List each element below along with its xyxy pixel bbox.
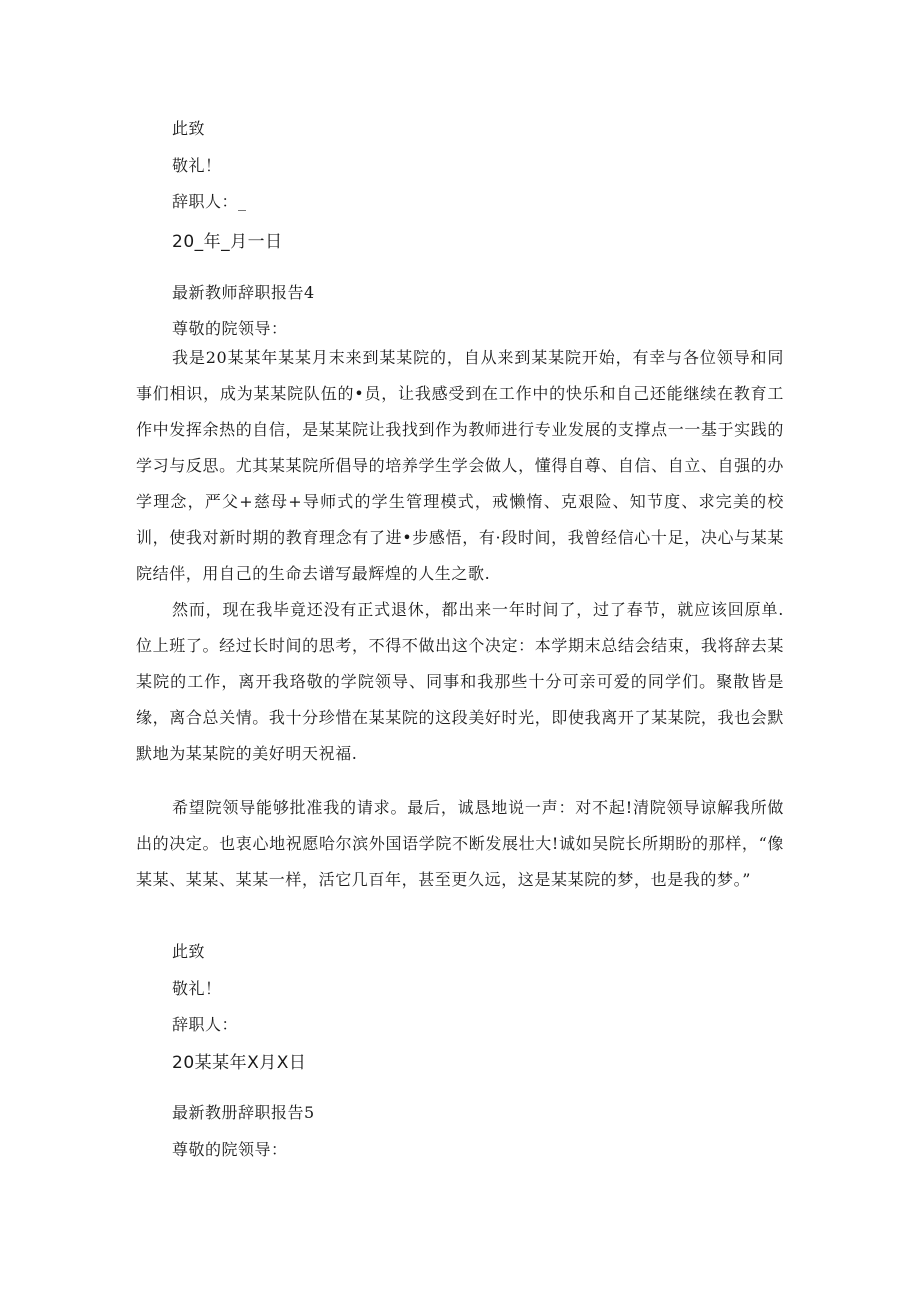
report-4-title: 最新教师辞职报告4	[172, 283, 315, 302]
report-4-greeting: 尊敬的院领导：	[172, 319, 288, 338]
closing-text: 此致	[172, 119, 206, 138]
salute-text: 敬礼！	[172, 156, 222, 175]
report-4-paragraph-1: 我是20某某年某某月末来到某某院的，自从来到某某院开始，有幸与各位领导和同事们相识，成为某某院队伍的•员，让我感受到在工作中的快乐和自己还能继续在教育工作中发挥余热的自信，是某某院让我找到作为教师进行专业发展的支撑点一一基于实践的学习与反思。尤其某某院所倡导的培养学生学会做人，懂得自尊、自信、自立、自强的办学理念，严父+慈母+导师式的学生管理模式，戒懒惰、克艰险、知节度、求完美的校训，使我对新时期的教育理念有了进•步感悟，有·段时间，我曾经信心十足，决心与某某院结伴，用自己的生命去谱写最辉煌的人生之歌.	[136, 348, 784, 583]
report-4-paragraph-2: 然而，现在我毕竟还没有正式退休，都出来一年时间了，过了春节，就应该回原单.位上班了。经过长时间的思考，不得不做出这个决定：本学期末总结会结束，我将辞去某某院的工作，离开我珞敬的学院领导、同事和我那些十分可亲可爱的同学们。聚散皆是缘，离合总关情。我十分珍惜在某某院的这段美好时光，即使我离开了某某院，我也会默默地为某某院的美好明天祝福.	[136, 600, 784, 763]
report-4-salute: 敬礼！	[172, 979, 222, 998]
report-5-title: 最新教册辞职报告5	[172, 1103, 315, 1122]
report-4-signer: 辞职人：	[172, 1015, 239, 1034]
date-line: 20_年_月一日	[172, 232, 283, 252]
report-4-date: 20某某年X月X日	[172, 1053, 307, 1073]
report-4-paragraph-3: 希望院领导能够批准我的请求。最后，诚恳地说一声：对不起!清院领导谅解我所做出的决定。也衷心地祝愿哈尔滨外国语学院不断发展壮大!诚如吴院长所期盼的那样，“像某某、某某、某某一样，活它几百年，甚至更久远，这是某某院的梦，也是我的梦。”	[136, 798, 784, 889]
report-4-closing: 此致	[172, 942, 206, 961]
report-5-greeting: 尊敬的院领导：	[172, 1140, 288, 1159]
signer-line: 辞职人：_	[172, 192, 247, 211]
